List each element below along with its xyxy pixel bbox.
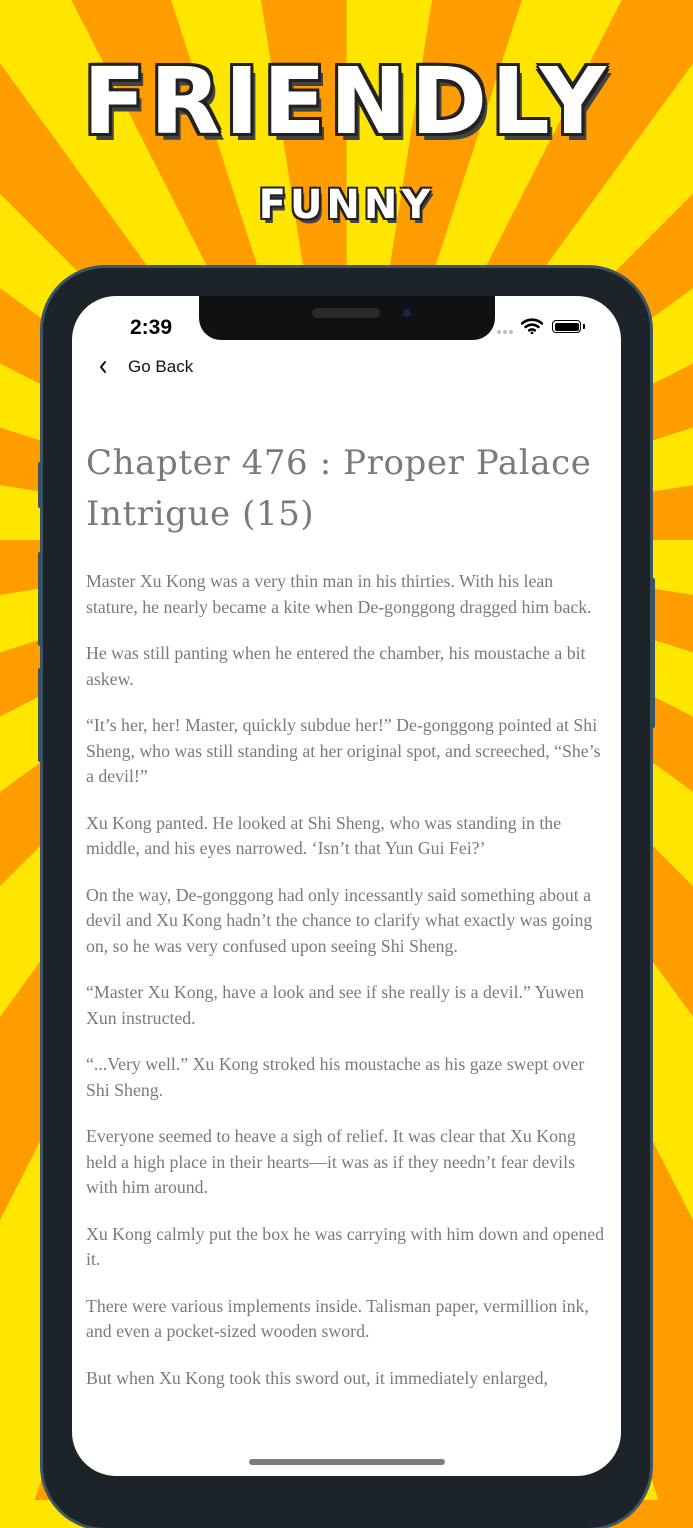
power-button [650, 578, 655, 728]
go-back-label: Go Back [128, 357, 194, 376]
chevron-left-icon [98, 360, 108, 374]
paragraph: Xu Kong panted. He looked at Shi Sheng, who was standing in the middle, and his eyes narrowed. ‘Isn’t that Yun Gui Fei?’ [86, 812, 562, 858]
paragraph: “It’s her, her! Master, quickly subdue her!” De-gonggong pointed at Shi Sheng, who was still standing at her original spot, and screeched, “She’s a devil!” [86, 715, 601, 786]
speaker-grille [312, 308, 380, 318]
battery-icon [552, 320, 581, 333]
volume-down-button [38, 668, 43, 762]
paragraph: On the way, De-gonggong had only incessantly said something about a devil and Xu Kong hadn’t the chance to clarify what exactly was going on, so he was very confused upon seeing Shi Sheng. [86, 884, 593, 956]
volume-up-button [38, 552, 43, 646]
signal-dots-icon [497, 330, 517, 334]
notch [199, 296, 495, 340]
status-time: 2:39 [130, 316, 173, 339]
promo-title: FRIENDLY [82, 48, 611, 155]
paragraph: “...Very well.” Xu Kong stroked his moustache as his gaze swept over Shi Sheng. [86, 1054, 585, 1100]
front-camera-icon [399, 305, 415, 321]
chapter-title: Chapter 476 : Proper Palace Intrigue (15) [86, 443, 592, 534]
battery-tip [583, 324, 585, 329]
paragraph: But when Xu Kong took this sword out, it immediately enlarged, [86, 1367, 548, 1388]
wifi-icon [521, 318, 543, 334]
paragraph: Xu Kong calmly put the box he was carrying with him down and opened it. [86, 1223, 605, 1269]
paragraph: Everyone seemed to heave a sigh of relief. It was clear that Xu Kong held a high place in their hearts—it was as if they needn’t fear devils with him around. [86, 1126, 576, 1197]
paragraph: There were various implements inside. Talisman paper, vermillion ink, and even a pocket-sized wooden sword. [86, 1295, 589, 1341]
phone-screen [72, 296, 621, 1476]
silent-switch [38, 462, 43, 508]
paragraph: “Master Xu Kong, have a look and see if she really is a devil.” Yuwen Xun instructed. [86, 982, 585, 1028]
paragraph: Master Xu Kong was a very thin man in his thirties. With his lean stature, he nearly became a kite when De-gonggong dragged him back. [86, 571, 592, 617]
home-indicator[interactable] [249, 1459, 445, 1465]
promo-subtitle: FUNNY [258, 182, 435, 228]
chapter-body [86, 569, 608, 1412]
paragraph: He was still panting when he entered the chamber, his moustache a bit askew. [86, 643, 586, 689]
